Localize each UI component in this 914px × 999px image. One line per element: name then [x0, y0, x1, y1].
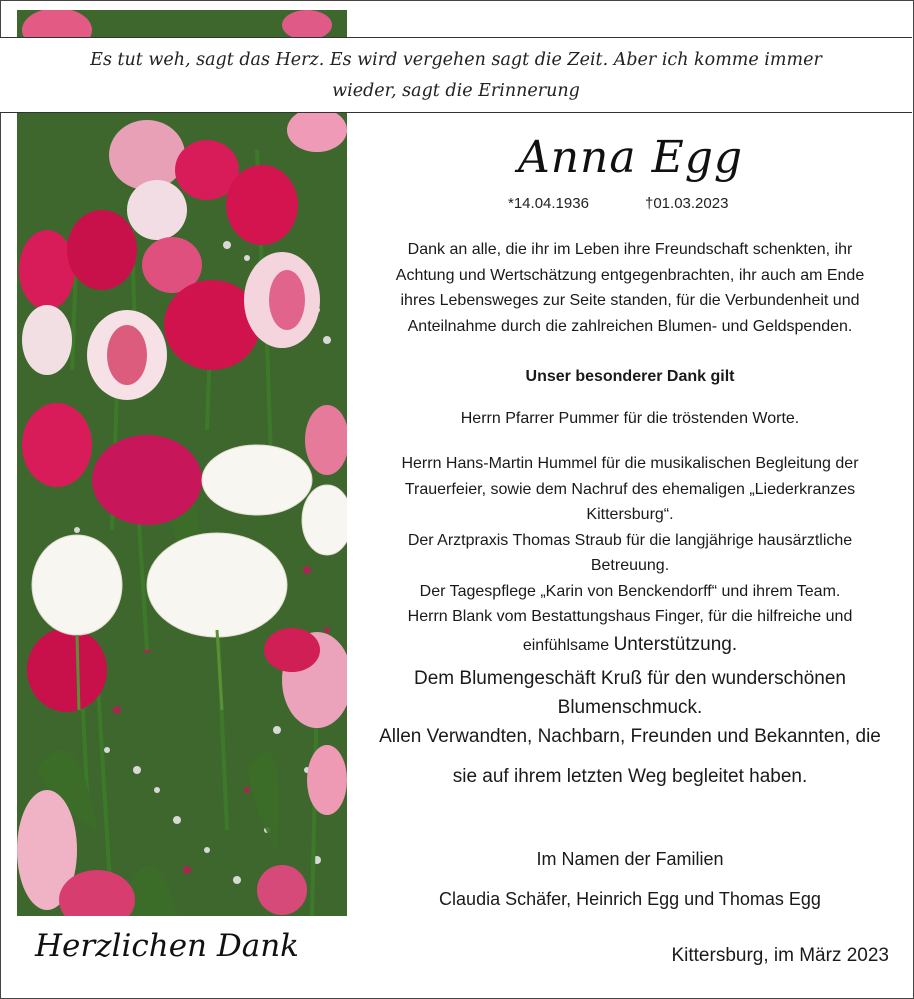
support-prefix: einfühlsame: [522, 636, 614, 654]
thanks-line: Herrn Blank vom Bestattungshaus Finger, für die hilfreiche und: [407, 608, 853, 625]
on-behalf-of: Im Namen der Familien: [536, 849, 724, 869]
thanks-line: Der Arztpraxis Thomas Straub für die langjährige hausärztliche: [407, 531, 853, 549]
place-date: Kittersburg, im März 2023: [671, 945, 889, 966]
thanks-line: Der Tagespflege „Karin von Benckendorff“ und ihrem Team.: [419, 582, 841, 600]
family-names: Claudia Schäfer, Heinrich Egg und Thomas Egg: [439, 889, 821, 909]
thanks-line: Herrn Hans-Martin Hummel für die musikalischen Begleitung der: [401, 455, 859, 472]
thanks-last-way: sie auf ihrem letzten Weg begleitet haben.: [452, 766, 808, 787]
special-thanks-heading: Unser besonderer Dank gilt: [525, 368, 735, 385]
thanks-line: Kittersburg“.: [586, 506, 674, 523]
death-date: †01.03.2023: [645, 195, 729, 212]
florist-line: Blumenschmuck.: [557, 697, 703, 718]
support-word: Unterstützung.: [613, 633, 738, 655]
florist-line: Dem Blumengeschäft Kruß für den wunderschönen: [414, 668, 846, 689]
intro-line: Dank an alle, die ihr im Leben ihre Freundschaft schenkten, ihr: [407, 241, 853, 258]
florist-line: Allen Verwandten, Nachbarn, Freunden und Bekannten, die: [379, 726, 881, 747]
deceased-name: Anna Egg: [517, 132, 744, 183]
intro-line: Anteilnahme durch die zahlreichen Blumen- und Geldspenden.: [407, 317, 853, 335]
birth-date: *14.04.1936: [508, 195, 589, 212]
thanks-line: Betreuung.: [590, 557, 670, 574]
thanks-pastor: Herrn Pfarrer Pummer für die tröstenden Worte.: [460, 410, 800, 427]
memorial-quote: [0, 37, 912, 113]
intro-line: ihres Lebensweges zur Seite standen, für die Verbundenheit und: [400, 292, 860, 309]
thanks-intro: [355, 237, 905, 339]
tulip-photo: [17, 10, 347, 916]
quote-line-2: wieder, sagt die Erinnerung: [332, 81, 580, 101]
thanks-florist: [355, 664, 905, 751]
intro-line: Achtung und Wertschätzung entgegenbrachten, ihr auch am Ende: [395, 266, 865, 284]
heartfelt-thanks-heading: Herzlichen Dank: [35, 928, 299, 964]
thanks-line: [355, 630, 905, 659]
quote-line-1: Es tut weh, sagt das Herz. Es wird vergehen sagt die Zeit. Aber ich komme immer: [90, 50, 822, 70]
thanks-list: [355, 451, 905, 659]
thanks-line: Trauerfeier, sowie dem Nachruf des ehemaligen „Liederkranzes: [404, 480, 856, 498]
